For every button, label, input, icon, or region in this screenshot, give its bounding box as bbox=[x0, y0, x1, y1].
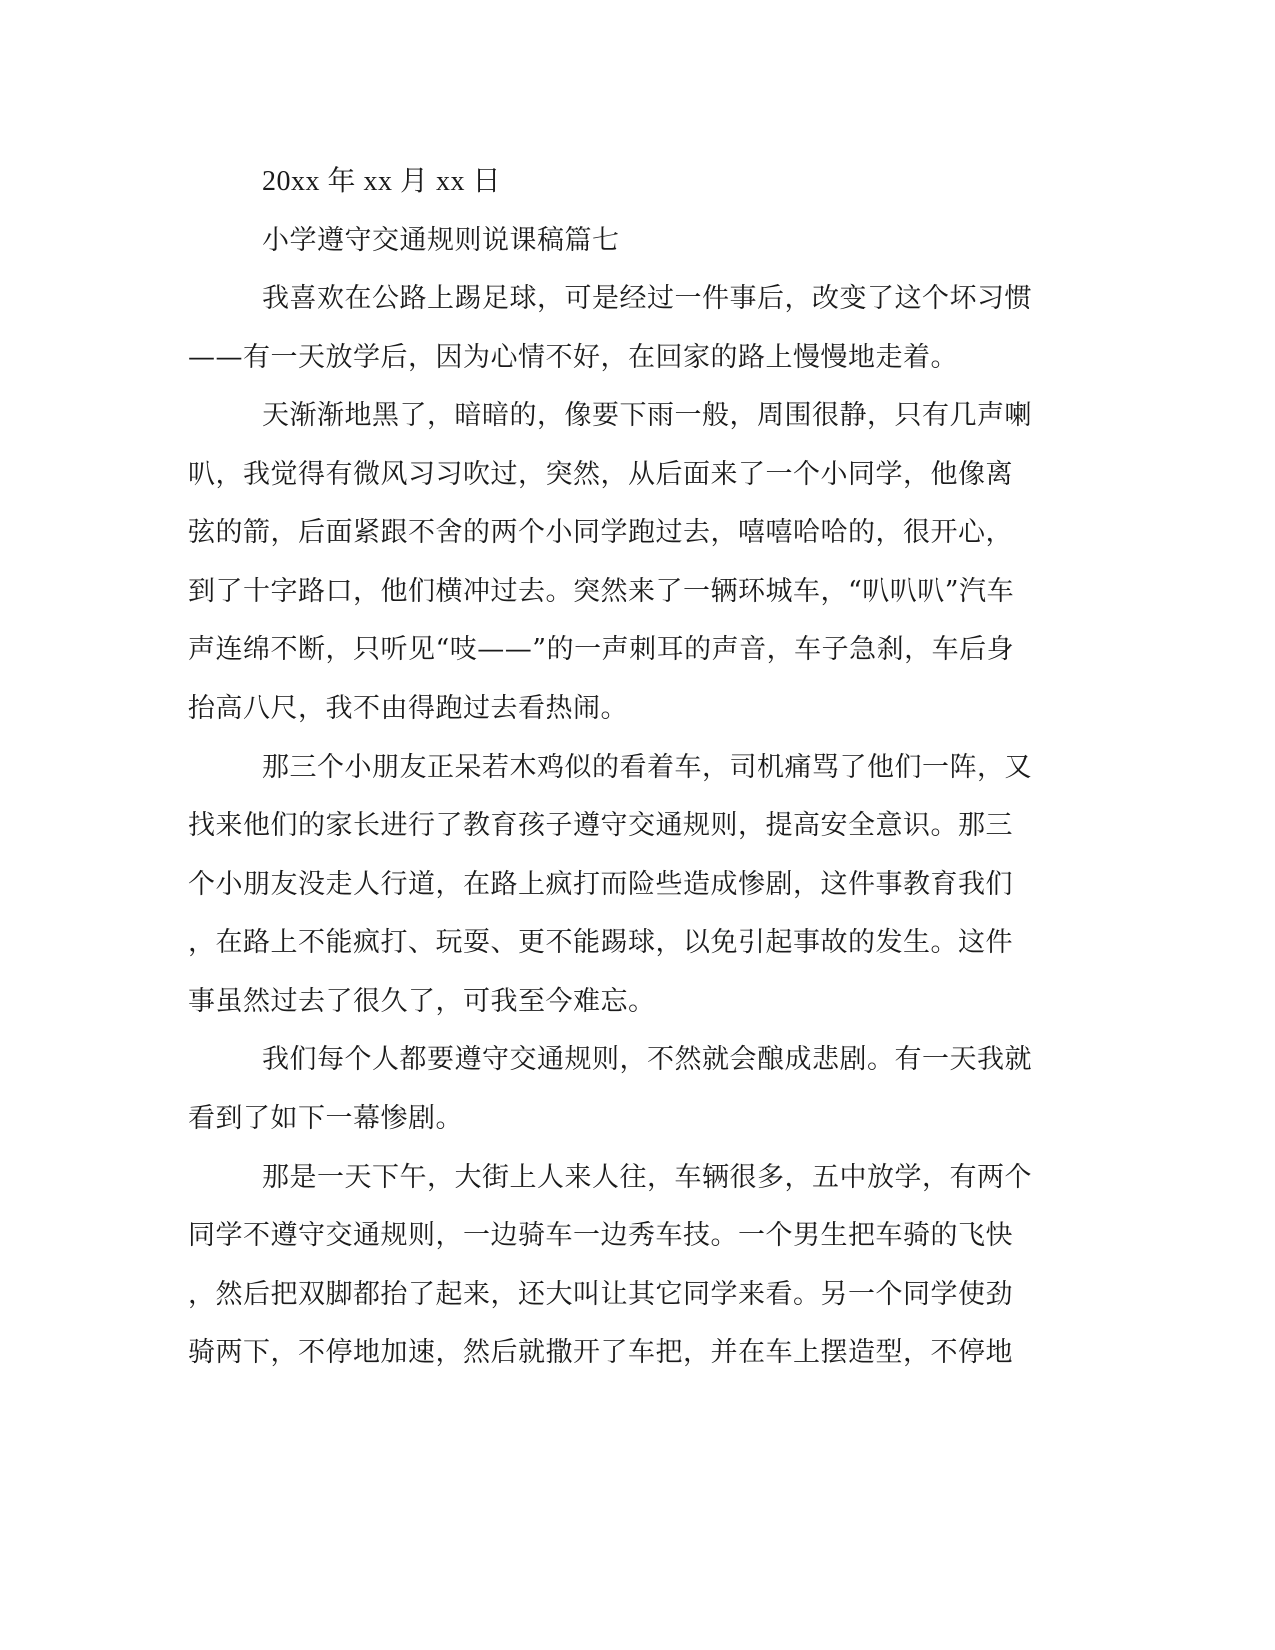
text-line: 那三个小朋友正呆若木鸡似的看着车，司机痛骂了他们一阵，又 bbox=[262, 752, 1032, 783]
text-line: 找来他们的家长进行了教育孩子遵守交通规则，提高安全意识。那三 bbox=[188, 810, 1013, 841]
text-line: 天渐渐地黑了，暗暗的，像要下雨一般，周围很静，只有几声喇 bbox=[262, 400, 1032, 431]
text-line: 看到了如下一幕惨剧。 bbox=[188, 1103, 463, 1134]
text-line: 我喜欢在公路上踢足球，可是经过一件事后，改变了这个坏习惯 bbox=[262, 283, 1032, 314]
text-line: ——有一天放学后，因为心情不好，在回家的路上慢慢地走着。 bbox=[188, 342, 958, 373]
text-line: 声连绵不断，只听见“吱——”的一声刺耳的声音，车子急刹，车后身 bbox=[188, 634, 1015, 665]
text-line: 叭，我觉得有微风习习吹过，突然，从后面来了一个小同学，他像离 bbox=[188, 459, 1013, 490]
text-line: 事虽然过去了很久了，可我至今难忘。 bbox=[188, 986, 656, 1017]
text-line: 同学不遵守交通规则，一边骑车一边秀车技。一个男生把车骑的飞快 bbox=[188, 1220, 1013, 1251]
text-line: 骑两下，不停地加速，然后就撒开了车把，并在车上摆造型，不停地 bbox=[188, 1337, 1013, 1368]
text-line: 我们每个人都要遵守交通规则，不然就会酿成悲剧。有一天我就 bbox=[262, 1044, 1032, 1075]
text-line: 个小朋友没走人行道，在路上疯打而险些造成惨剧，这件事教育我们 bbox=[188, 869, 1013, 900]
document-title: 小学遵守交通规则说课稿篇七 bbox=[262, 225, 620, 256]
text-line: 弦的箭，后面紧跟不舍的两个小同学跑过去，嘻嘻哈哈的，很开心， bbox=[188, 517, 1013, 548]
text-line: 抬高八尺，我不由得跑过去看热闹。 bbox=[188, 693, 628, 724]
text-line: 那是一天下午，大街上人来人往，车辆很多，五中放学，有两个 bbox=[262, 1162, 1032, 1193]
text-line: ，在路上不能疯打、玩耍、更不能踢球，以免引起事故的发生。这件 bbox=[188, 927, 1013, 958]
text-line: ，然后把双脚都抬了起来，还大叫让其它同学来看。另一个同学使劲 bbox=[188, 1279, 1013, 1310]
document-date: 20xx 年 xx 月 xx 日 bbox=[262, 166, 502, 197]
text-line: 到了十字路口，他们横冲过去。突然来了一辆环城车，“叭叭叭”汽车 bbox=[188, 576, 1015, 607]
